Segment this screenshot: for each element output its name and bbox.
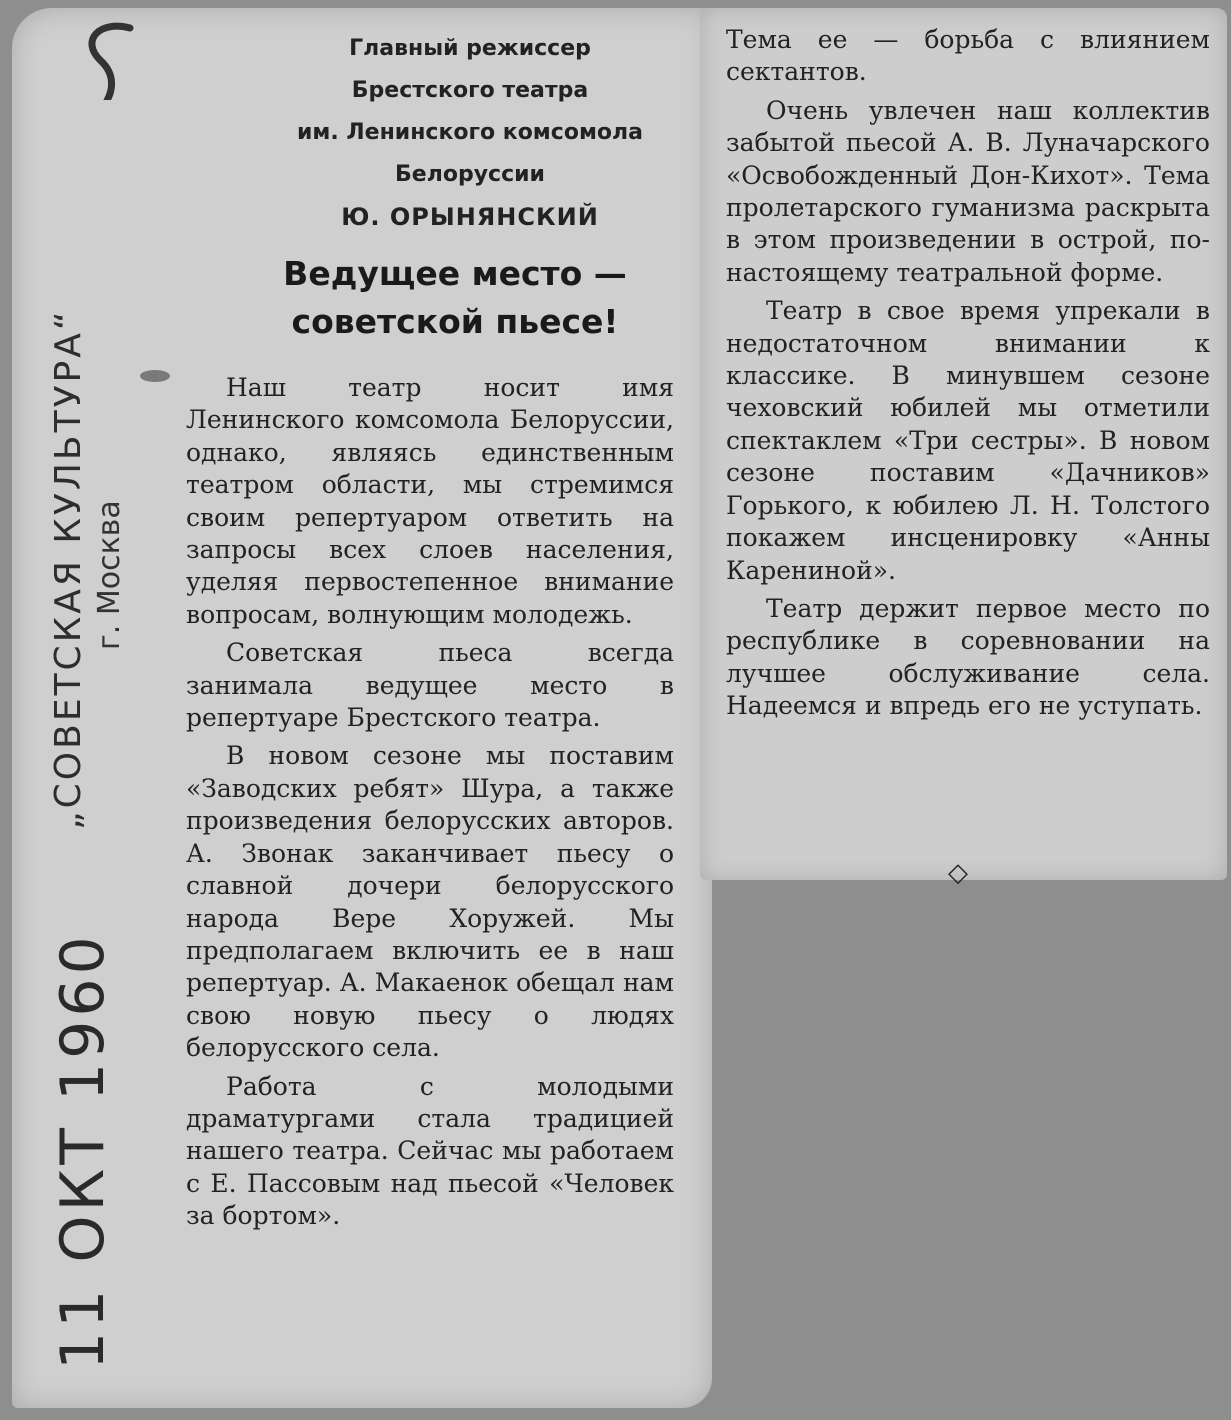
- paragraph: Работа с молодыми драматургами стала традицией нашего театра. Сейчас мы работаем с Е. Пассовым над пьесой «Человек за бортом».: [186, 1071, 674, 1231]
- paragraph: Театр держит первое место по республике в соревновании на лучшее обслуживание села. Надеемся и впредь его не уступать.: [726, 593, 1210, 721]
- paragraph: Театр в свое время упрекали в недостаточном внимании к классике. В минувшем сезоне чеховский юбилей мы отметили спектаклем «Три сестры». В новом сезоне поставим «Дачников» Горького, к юбилею Л. Н. Толстого покажем инсценировку «Анны Карениной».: [726, 296, 1210, 585]
- end-of-article-mark: ◇: [948, 858, 968, 888]
- article-headline: [220, 250, 690, 346]
- byline-line: Главный режиссер: [349, 36, 591, 61]
- byline-line: Белоруссии: [395, 162, 545, 187]
- paragraph: Очень увлечен наш коллектив забытой пьесой А. В. Луначарского «Освобожденный Дон-Кихот». Тема пролетарского гуманизма раскрыта в этом произведении в острой, по-настоящему театральной форме.: [726, 95, 1210, 287]
- paragraph: Наш театр носит имя Ленинского комсомола Белоруссии, однако, являясь единственным театром области, мы стремимся своим репертуаром ответить на запросы всех слоев населения, уделяя первостепенное внимание вопросам, волнующим молодежь.: [186, 373, 674, 629]
- article-column-right: [726, 24, 1210, 729]
- paragraph: Тема ее — борьба с влиянием сектантов.: [726, 25, 1210, 87]
- stamp-date: 11 ОКТ 1960: [48, 932, 118, 1370]
- byline: [240, 28, 700, 238]
- byline-line: Брестского театра: [351, 78, 589, 103]
- ink-smudge: [140, 370, 170, 382]
- byline-line: им. Ленинского комсомола: [296, 120, 644, 145]
- headline-line: Ведущее место —: [283, 254, 627, 293]
- headline-line: советской пьесе!: [291, 302, 619, 341]
- article-column-left: [186, 372, 674, 1239]
- paragraph: Советская пьеса всегда занимала ведущее место в репертуаре Брестского театра.: [186, 638, 674, 733]
- newspaper-name-stamp: „СОВЕТСКАЯ КУЛЬТУРА“: [48, 308, 89, 830]
- date-stamp: [48, 932, 118, 1370]
- city-stamp: г. Москва: [92, 500, 127, 650]
- author-name: Ю. ОРЫНЯНСКИЙ: [341, 203, 599, 231]
- paragraph: В новом сезоне мы поставим «Заводских ребят» Шура, а также произведения белорусских авторов. А. Звонак заканчивает пьесу о славной дочери белорусского народа Вере Хоружей. Мы предполагаем включить ее в наш репертуар. А. Макаенок обещал нам свою новую пьесу о людях белорусского села.: [186, 741, 674, 1063]
- pen-mark: [70, 20, 140, 100]
